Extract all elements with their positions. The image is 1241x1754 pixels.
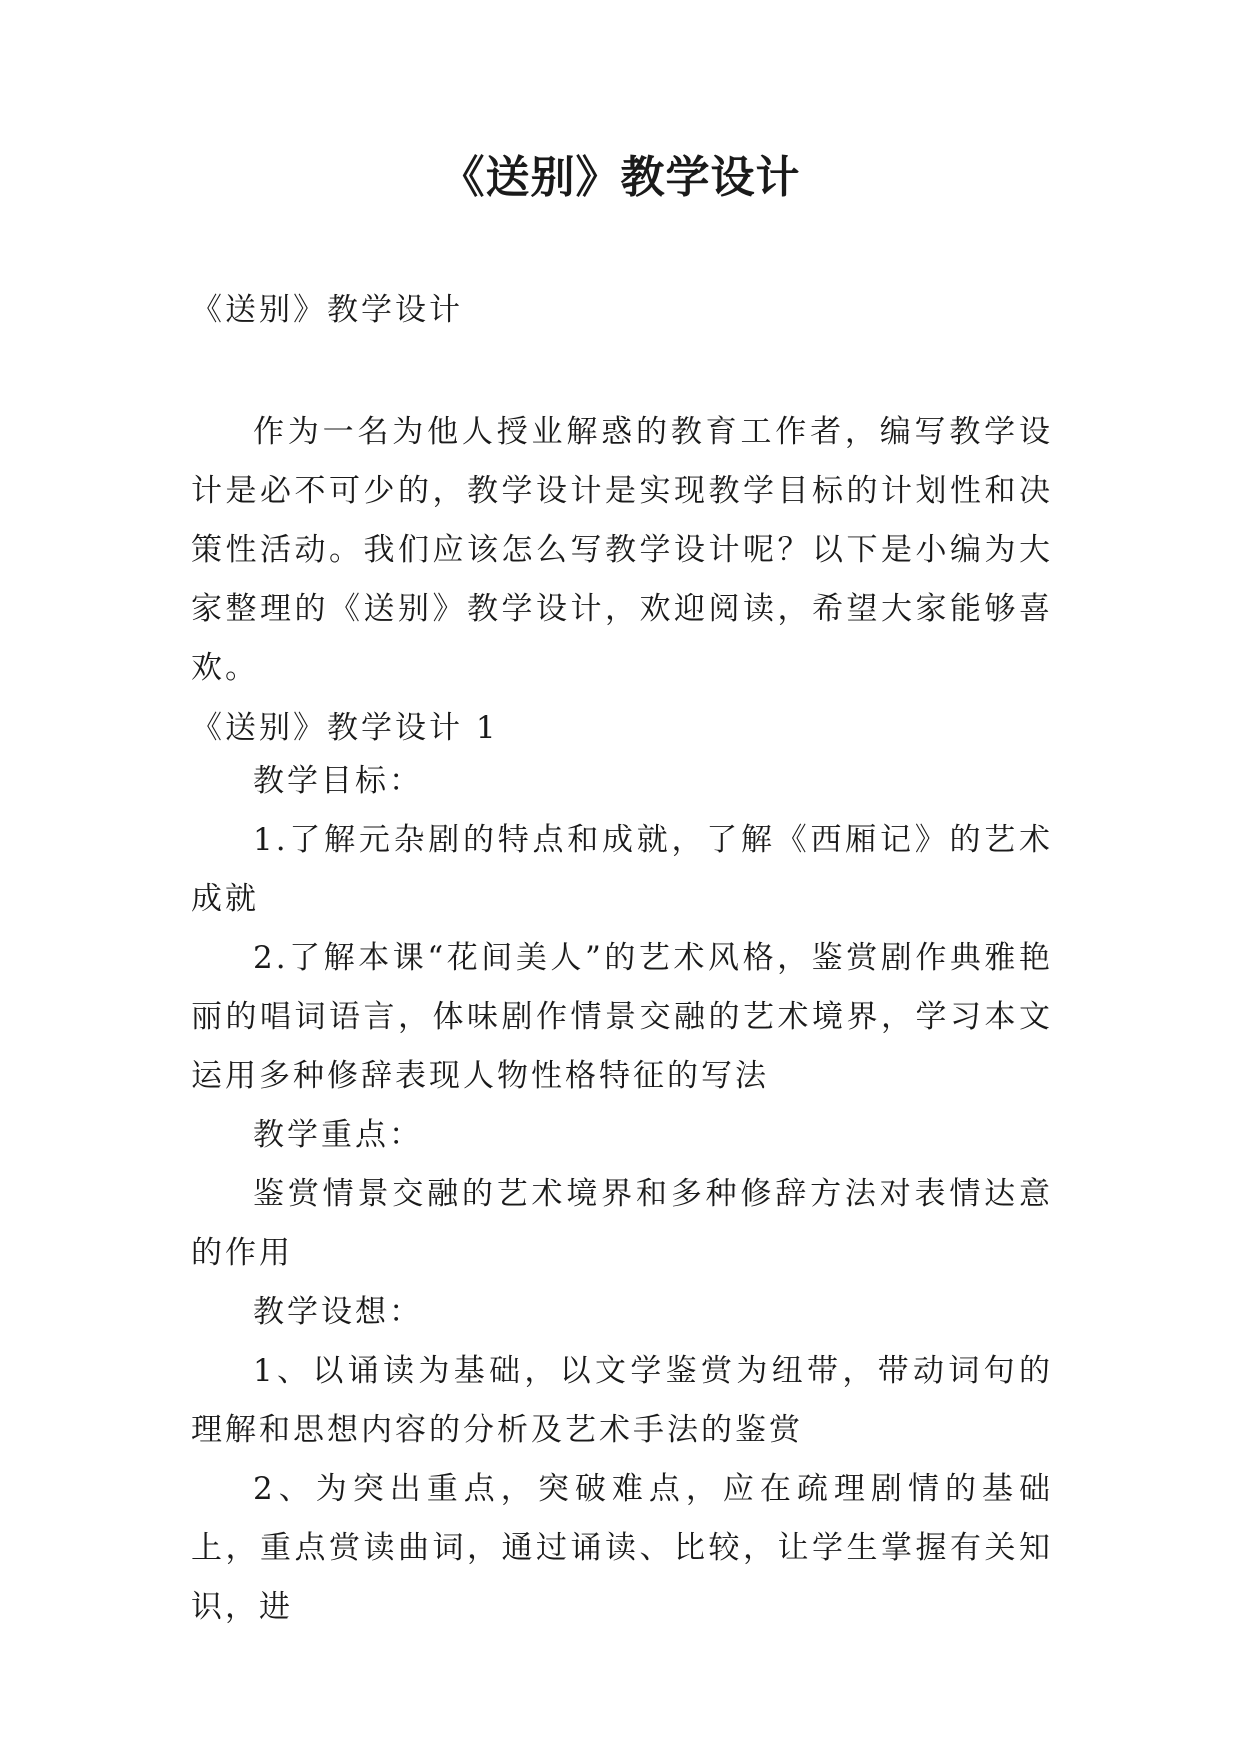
teaching-plan-item-2: 2、为突出重点，突破难点，应在疏理剧情的基础上，重点赏读曲词，通过诵读、比较，让学生掌握有关知识，进 [191, 1471, 1053, 1625]
teaching-plan-item-1: 1、以诵读为基础，以文学鉴赏为纽带，带动词句的理解和思想内容的分析及艺术手法的鉴赏 [191, 1353, 1053, 1448]
teaching-plan-heading: 教学设想： [253, 1294, 423, 1330]
document-subtitle: 《送别》教学设计 [191, 292, 463, 328]
objectives-heading: 教学目标： [253, 763, 423, 799]
objective-item-1: 1.了解元杂剧的特点和成就，了解《西厢记》的艺术成就 [191, 822, 1053, 917]
intro-paragraph: 作为一名为他人授业解惑的教育工作者，编写教学设计是必不可少的，教学设计是实现教学目标的计划性和决策性活动。我们应该怎么写教学设计呢？以下是小编为大家整理的《送别》教学设计，欢迎阅读，希望大家能够喜欢。 [191, 414, 1053, 686]
section-content [191, 752, 1053, 1637]
key-points-text: 鉴赏情景交融的艺术境界和多种修辞方法对表情达意的作用 [191, 1176, 1053, 1271]
document-title: 《送别》教学设计 [440, 152, 801, 203]
key-points-heading: 教学重点： [253, 1117, 423, 1153]
section-heading: 《送别》教学设计 1 [191, 710, 499, 746]
objective-item-2: 2.了解本课“花间美人”的艺术风格，鉴赏剧作典雅艳丽的唱词语言，体味剧作情景交融的艺术境界，学习本文运用多种修辞表现人物性格特征的写法 [191, 940, 1053, 1094]
